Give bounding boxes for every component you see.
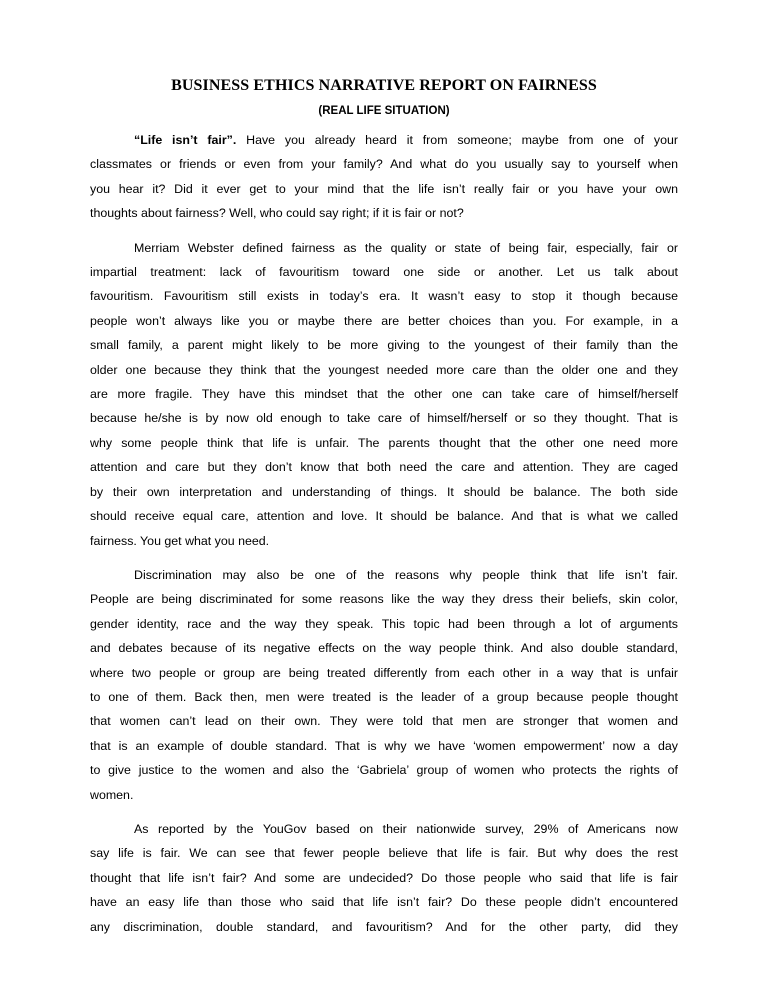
paragraph-line: impartial treatment: lack of favouritism toward one side or another. Let us talk about	[90, 265, 678, 280]
paragraph-line: are more fragile. They have this mindset that the other one can take care of himself/herself	[90, 387, 678, 402]
paragraph-3	[90, 563, 678, 807]
paragraph-line: you hear it? Did it ever get to your mind that the life isn’t really fair or you have your own	[90, 181, 678, 196]
paragraph-line: to give justice to the women and also the ‘Gabriela’ group of women who protects the rights of	[90, 763, 678, 778]
paragraph-line: any discrimination, double standard, and favouritism? And for the other party, did they	[90, 919, 678, 934]
paragraph-line: say life is fair. We can see that fewer people believe that life is fair. But why does the rest	[90, 846, 678, 861]
paragraph-line: Merriam Webster defined fairness as the quality or state of being fair, especially, fair or	[134, 240, 678, 255]
paragraph-line: fairness. You get what you need.	[90, 533, 270, 548]
paragraph-line: and debates because of its negative effects on the way people think. And also double standard,	[90, 641, 678, 656]
paragraph-line: People are being discriminated for some reasons like the way they dress their beliefs, skin color,	[90, 592, 678, 607]
paragraph-line: older one because they think that the youngest needed more care than the older one and they	[90, 362, 678, 377]
paragraph-line: Discrimination may also be one of the reasons why people think that life isn’t fair.	[134, 567, 678, 582]
paragraph-4	[90, 817, 678, 939]
paragraph-line: thoughts about fairness? Well, who could say right; if it is fair or not?	[90, 206, 464, 221]
paragraph-line: should receive equal care, attention and love. It should be balance. And that is what we called	[90, 509, 678, 524]
paragraph-2	[90, 236, 678, 553]
paragraph-line: small family, a parent might likely to be more giving to the youngest of their family than the	[90, 338, 678, 353]
paragraph-line: because he/she is by now old enough to take care of himself/herself or so they thought. That is	[90, 411, 678, 426]
paragraph-lead: “Life isn’t fair”.	[134, 133, 237, 147]
paragraph-line: As reported by the YouGov based on their nationwide survey, 29% of Americans now	[134, 821, 678, 836]
paragraph-1	[90, 128, 678, 226]
paragraph-line: have an easy life than those who said that life isn’t fair? Do these people didn’t encountered	[90, 895, 678, 910]
paragraph-line: to one of them. Back then, men were treated is the leader of a group because people thought	[90, 689, 678, 704]
paragraph-line: that is an example of double standard. That is why we have ‘women empowerment’ now a day	[90, 738, 678, 753]
paragraph-line: thought that life isn’t fair? And some are undecided? Do those people who said that life is fair	[90, 870, 678, 885]
paragraph-line: women.	[90, 787, 134, 802]
paragraph-line: classmates or friends or even from your family? And what do you usually say to yourself when	[90, 157, 678, 172]
paragraph-line: people won’t always like you or maybe there are better choices than you. For example, in a	[90, 313, 678, 328]
document-subtitle: (REAL LIFE SITUATION)	[318, 105, 450, 117]
paragraph-line: why some people think that life is unfair. The parents thought that the other one need more	[90, 435, 678, 450]
paragraph-line: by their own interpretation and understanding of things. It should be balance. The both side	[90, 484, 678, 499]
paragraph-line: where two people or group are being treated differently from each other in a way that is unfair	[90, 665, 678, 680]
paragraph-line: favouritism. Favouritism still exists in today’s era. It wasn’t easy to stop it though because	[90, 289, 678, 304]
paragraph-line: gender identity, race and the way they speak. This topic had been through a lot of arguments	[90, 616, 678, 631]
document-body	[90, 128, 678, 939]
paragraph-line: attention and care but they don’t know that both need the care and attention. They are caged	[90, 460, 678, 475]
document-title: BUSINESS ETHICS NARRATIVE REPORT ON FAIRNESS	[171, 77, 597, 94]
paragraph-line: that women can’t lead on their own. They were told that men are stronger that women and	[90, 714, 678, 729]
paragraph-line: “Life isn’t fair”. Have you already heard it from someone; maybe from one of your	[134, 133, 679, 147]
